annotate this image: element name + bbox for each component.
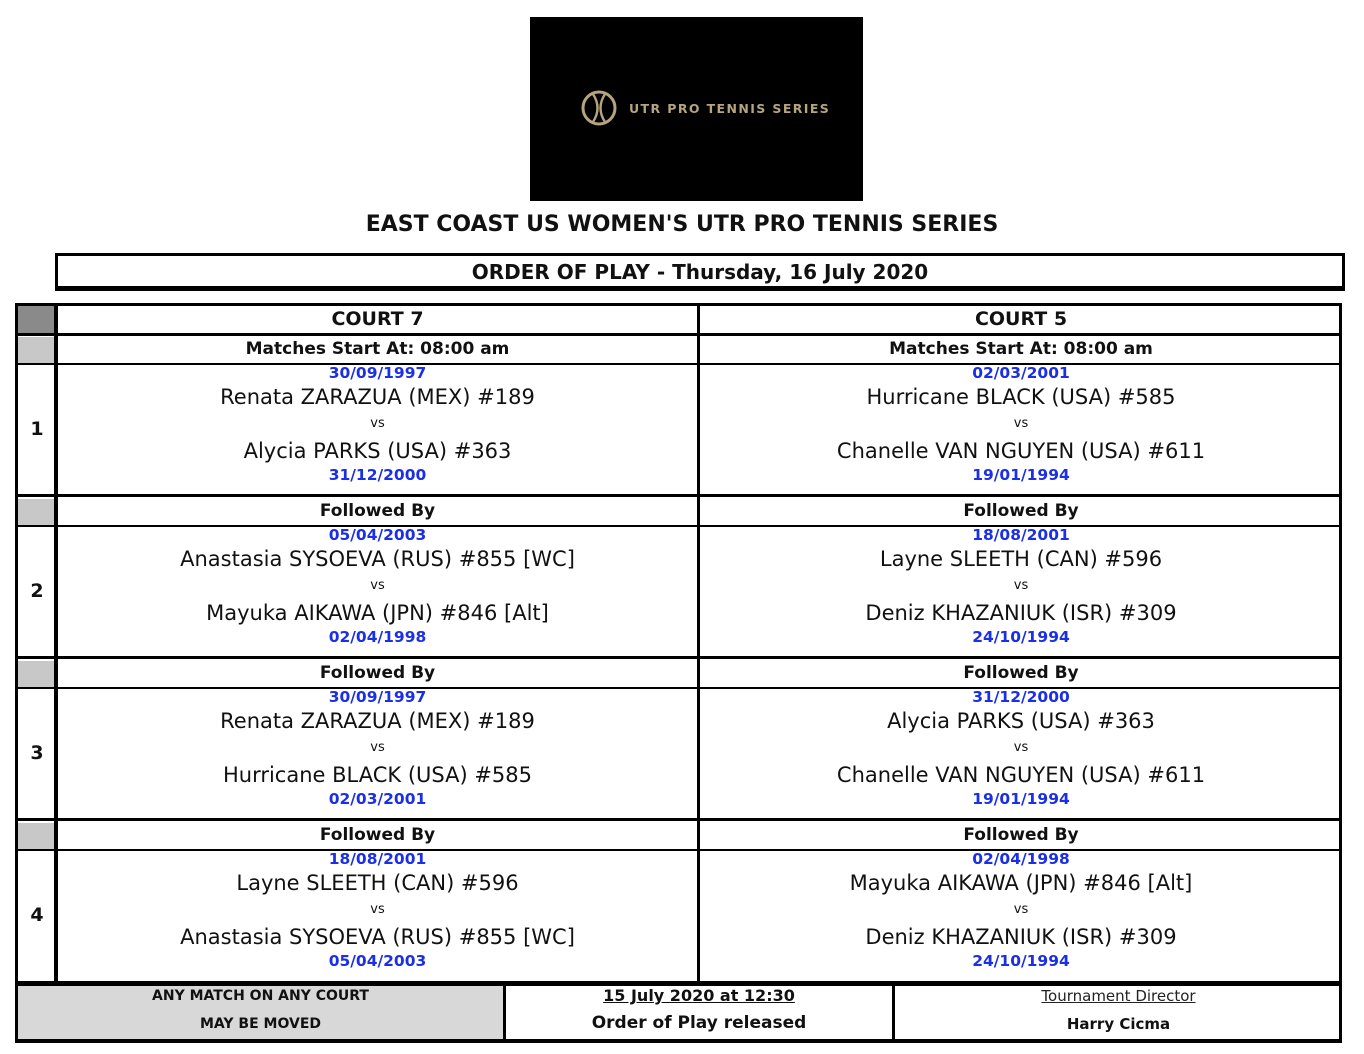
followed-row-cell [18, 499, 54, 525]
match-number: 1 [30, 418, 44, 440]
logo-text: UTR PRO TENNIS SERIES [629, 100, 831, 116]
player-name: Layne SLEETH (CAN) #596 [236, 871, 519, 895]
match-cell [58, 688, 697, 808]
start-time: Matches Start At: 08:00 am [245, 339, 510, 359]
player-name: Anastasia SYSOEVA (RUS) #855 [WC] [180, 925, 575, 949]
footer-note-line2: MAY BE MOVED [199, 1016, 322, 1032]
birth-date: 18/08/2001 [328, 850, 427, 868]
birth-date: 18/08/2001 [972, 526, 1070, 544]
match-cell [700, 526, 1342, 646]
footer-bottom-border [15, 1039, 1342, 1042]
vs-label: vs [370, 740, 385, 755]
player-name: Anastasia SYSOEVA (RUS) #855 [WC] [180, 547, 575, 571]
tennis-ball-icon [580, 89, 618, 127]
row-divider [15, 333, 1342, 336]
director-label [895, 987, 1342, 1005]
player-name: Mayuka AIKAWA (JPN) #846 [Alt] [849, 871, 1193, 895]
director-name: Harry Cicma [1066, 1015, 1171, 1033]
followed-by-label: Followed By [963, 825, 1079, 845]
birth-date: 02/03/2001 [972, 364, 1070, 382]
followed-by-label: Followed By [319, 825, 436, 845]
vs-label: vs [370, 578, 385, 593]
row-divider [15, 494, 1342, 497]
start-row-cell [18, 337, 54, 363]
player-name: Chanelle VAN NGUYEN (USA) #611 [836, 439, 1206, 463]
match-cell [700, 850, 1342, 970]
release-date-text: 15 July 2020 at 12:30 [603, 986, 795, 1005]
birth-date: 19/01/1994 [972, 466, 1070, 484]
player-name: Deniz KHAZANIUK (ISR) #309 [865, 925, 1177, 949]
match-cell [700, 688, 1342, 808]
vs-label: vs [1013, 416, 1029, 431]
match-cell [58, 850, 697, 970]
vs-label: vs [370, 902, 385, 917]
followed-row-cell [18, 661, 54, 687]
player-name: Alycia PARKS (USA) #363 [243, 439, 512, 463]
match-cell [700, 364, 1342, 484]
followed-by-label: Followed By [963, 663, 1079, 683]
court-header: COURT 5 [974, 308, 1068, 330]
birth-date: 02/03/2001 [328, 790, 427, 808]
player-name: Chanelle VAN NGUYEN (USA) #611 [836, 763, 1206, 787]
event-title: EAST COAST US WOMEN'S UTR PRO TENNIS SERIES [365, 212, 999, 237]
birth-date: 31/12/2000 [972, 688, 1070, 706]
player-name: Renata ZARAZUA (MEX) #189 [220, 709, 535, 733]
match-number: 3 [30, 742, 44, 764]
court-header: COURT 7 [331, 308, 424, 330]
footer-note-line1: ANY MATCH ON ANY COURT [152, 988, 369, 1004]
release-label: Order of Play released [591, 1013, 807, 1033]
player-name: Deniz KHAZANIUK (ISR) #309 [865, 601, 1177, 625]
birth-date: 02/04/1998 [328, 628, 427, 646]
birth-date: 02/04/1998 [972, 850, 1070, 868]
player-name: Hurricane BLACK (USA) #585 [222, 763, 533, 787]
order-of-play-title: ORDER OF PLAY - Thursday, 16 July 2020 [471, 260, 929, 284]
followed-by-label: Followed By [319, 663, 436, 683]
corner-cell [18, 306, 54, 333]
player-name: Alycia PARKS (USA) #363 [887, 709, 1155, 733]
player-name: Renata ZARAZUA (MEX) #189 [220, 385, 535, 409]
director-label-text: Tournament Director [1041, 987, 1196, 1005]
birth-date: 05/04/2003 [328, 952, 427, 970]
birth-date: 31/12/2000 [328, 466, 427, 484]
followed-by-label: Followed By [963, 501, 1079, 521]
series-logo [530, 17, 863, 201]
birth-date: 30/09/1997 [328, 364, 427, 382]
vs-label: vs [1013, 578, 1029, 593]
match-cell [58, 364, 697, 484]
row-divider [15, 656, 1342, 659]
row-divider [15, 818, 1342, 821]
player-name: Mayuka AIKAWA (JPN) #846 [Alt] [206, 601, 549, 625]
match-cell [58, 526, 697, 646]
followed-by-label: Followed By [319, 501, 436, 521]
birth-date: 24/10/1994 [972, 628, 1070, 646]
player-name: Layne SLEETH (CAN) #596 [879, 547, 1163, 571]
player-name: Hurricane BLACK (USA) #585 [866, 385, 1176, 409]
vs-label: vs [370, 416, 385, 431]
birth-date: 24/10/1994 [972, 952, 1070, 970]
match-number: 2 [30, 580, 44, 602]
start-time: Matches Start At: 08:00 am [889, 339, 1153, 359]
order-of-play-banner [55, 253, 1345, 289]
vs-label: vs [1013, 740, 1029, 755]
birth-date: 19/01/1994 [972, 790, 1070, 808]
vs-label: vs [1013, 902, 1029, 917]
birth-date: 30/09/1997 [328, 688, 427, 706]
match-number: 4 [30, 904, 44, 926]
release-date [506, 986, 892, 1005]
followed-row-cell [18, 823, 54, 849]
birth-date: 05/04/2003 [328, 526, 427, 544]
